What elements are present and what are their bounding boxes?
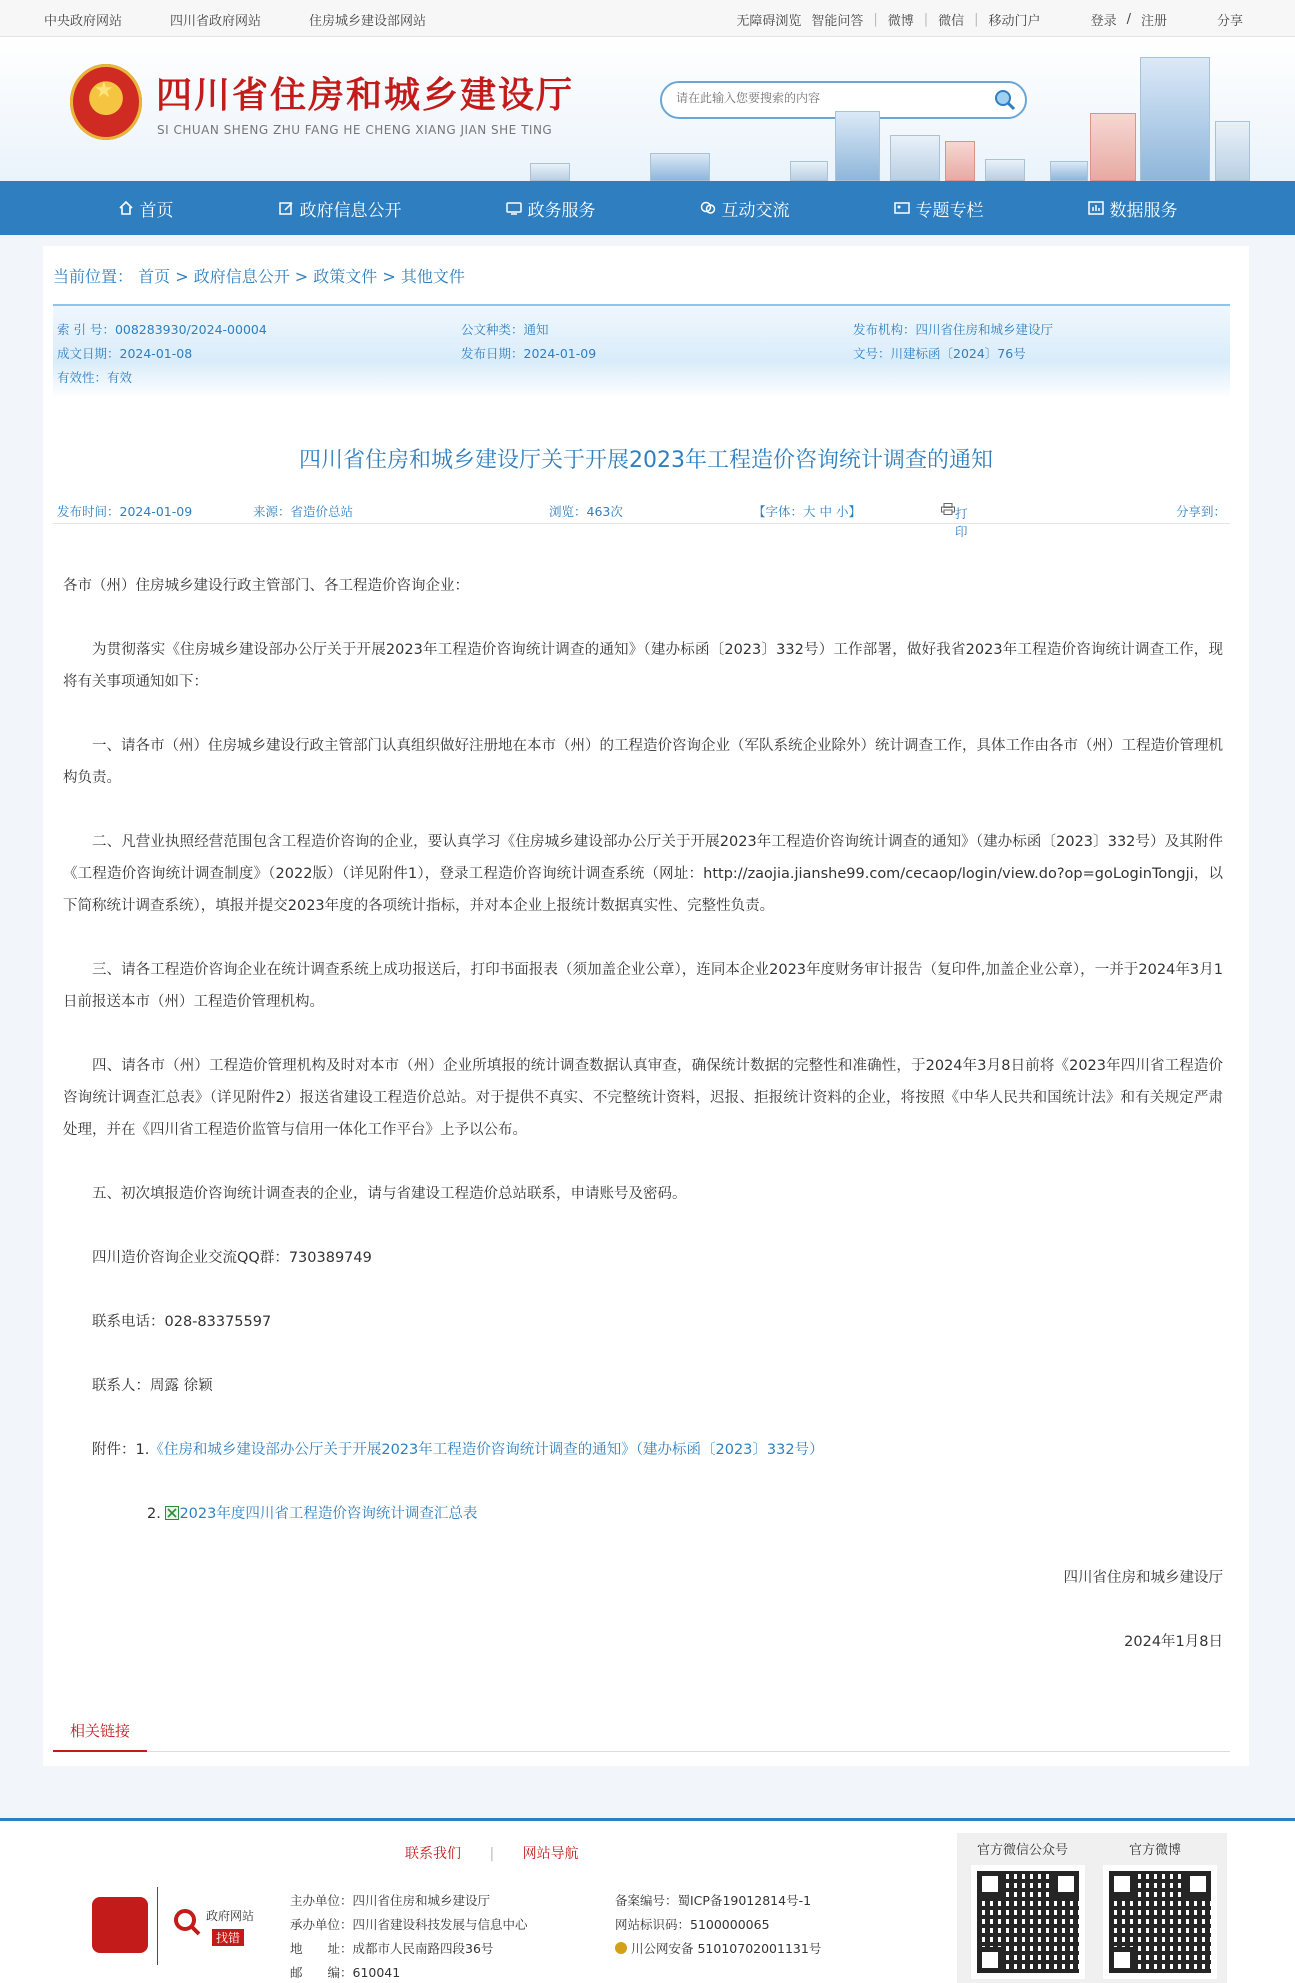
paragraph: 为贯彻落实《住房城乡建设部办公厅关于开展2023年工程造价咨询统计调查的通知》（建办标函〔2023〕332号）工作部署，做好我省2023年工程造价咨询统计调查工作，现将有关事项通知如下： [63,642,1223,690]
excel-file-icon [165,1506,179,1520]
site-footer [0,1818,1295,1983]
search-input[interactable] [676,91,986,105]
icp-number[interactable]: 备案编号：蜀ICP备19012814号-1 [615,1893,812,1908]
breadcrumb-sep: > [170,267,194,286]
gov-badge-sub: 找错 [212,1929,244,1946]
nav-gov-info[interactable] [278,196,402,221]
nav-label: 互动交流 [721,200,790,221]
article-info-bar [53,500,1230,539]
document-meta [53,304,1230,398]
article-source: 来源：省造价总站 [253,504,354,519]
nav-label: 数据服务 [1109,200,1178,221]
link-wechat[interactable]: 微信 [938,14,965,29]
share-link[interactable]: 分享 [1216,14,1243,29]
publish-time: 发布时间：2024-01-09 [57,504,193,519]
search-icon[interactable] [993,88,1017,112]
meta-validity: 有效性：有效 [57,370,133,385]
police-record-text: 川公网安备 51010702001131号 [631,1941,822,1956]
divider: | [873,12,878,27]
wechat-qr-code [971,1865,1085,1979]
national-emblem-icon: ★ [70,64,142,140]
qq-group: 四川造价咨询企业交流QQ群：730389749 [92,1250,372,1266]
party-emblem-icon [92,1897,148,1953]
slash: / [1126,12,1131,27]
meta-index-no: 索 引 号：008283930/2024-00004 [57,322,267,337]
qr-code-panel [957,1833,1227,1983]
breadcrumb-gov-info[interactable]: 政府信息公开 [193,267,290,286]
wechat-qr-label: 官方微信公众号 [977,1843,1069,1858]
site-code: 网站标识码：5100000065 [615,1917,770,1932]
meta-issuer: 发布机构：四川省住房和城乡建设厅 [853,322,1054,337]
home-icon [118,200,134,216]
nav-label: 专题专栏 [915,200,984,221]
image-icon [894,200,910,216]
salutation: 各市（州）住房城乡建设行政主管部门、各工程造价咨询企业： [63,578,469,594]
nav-home[interactable] [118,196,174,221]
link-accessibility[interactable]: 无障碍浏览 [736,14,802,29]
breadcrumb-sep: > [289,267,314,286]
attachment-2 [63,1498,1223,1530]
undertaker-unit: 承办单位：四川省建设科技发展与信息中心 [290,1917,528,1932]
contact-us-link[interactable]: 联系我们 [405,1846,461,1862]
print-label: 打印 [955,506,968,539]
related-links [53,1716,1230,1752]
police-badge-icon [615,1942,627,1954]
site-map-link[interactable]: 网站导航 [522,1846,579,1862]
site-title[interactable]: 四川省住房和城乡建设厅 [156,74,575,116]
sign-date: 2024年1月8日 [1124,1634,1223,1650]
tab-related-links[interactable]: 相关链接 [53,1716,147,1752]
print-button[interactable] [941,502,968,539]
footer-links [405,1843,603,1863]
paragraph: 一、请各市（州）住房城乡建设行政主管部门认真组织做好注册地在本市（州）的工程造价咨询企业（军队系统企业除外）统计调查工作，具体工作由各市（州）工程造价管理机构负责。 [63,738,1223,786]
nav-label: 首页 [139,200,174,221]
attachment-label: 附件：1. [92,1442,150,1458]
top-bar [0,0,1295,37]
site-header [0,37,1295,181]
content-panel [43,246,1249,1766]
site-pinyin: SI CHUAN SHENG ZHU FANG HE CHENG XIANG JIAN SHE TING [157,123,553,137]
contact-phone: 联系电话：028-83375597 [92,1314,272,1330]
link-weibo[interactable]: 微博 [887,14,914,29]
meta-category: 公文种类：通知 [461,322,549,337]
host-unit: 主办单位：四川省住房和城乡建设厅 [290,1893,491,1908]
meta-published: 发布日期：2024-01-09 [461,346,597,361]
link-smart-qa[interactable]: 智能问答 [811,14,864,29]
font-size-switcher[interactable]: 【字体：大 中 小】 [753,504,861,519]
paragraph: 二、凡营业执照经营范围包含工程造价咨询的企业，要认真学习《住房城乡建设部办公厅关于开展2023年工程造价咨询统计调查的通知》（建办标函〔2023〕332号）及其附件《工程造价咨询统计调查制度》（2022版）（详见附件1），登录工程造价咨询统计调查系统（网址：http://zaojia.jianshe99.com/cecaop/login/view.do?op=goLoginTongji，以下简称统计调查系统），填报并提交2023年度的各项统计指标，并对本企业上报统计数据真实性、完整性负责。 [63,834,1223,914]
monitor-icon [506,200,522,216]
signer: 四川省住房和城乡建设厅 [1063,1570,1223,1586]
edit-icon [278,200,294,216]
breadcrumb-policy[interactable]: 政策文件 [313,267,378,286]
weibo-qr-label: 官方微博 [1129,1843,1182,1858]
footer-info-left [290,1889,528,1983]
nav-interaction[interactable] [700,196,790,221]
article-title: 四川省住房和城乡建设厅关于开展2023年工程造价咨询统计调查的通知 [299,448,993,473]
link-mohurd[interactable]: 住房城乡建设部网站 [309,14,427,29]
weibo-qr-code [1103,1865,1217,1979]
paragraph: 四、请各市（州）工程造价管理机构及时对本市（州）企业所填报的统计调查数据认真审查，确保统计数据的完整性和准确性，于2024年3月8日前将《2023年四川省工程造价咨询统计调查汇总表》（详见附件2）报送省建设工程造价总站。对于提供不真实、不完整统计资料，迟报、拒报统计资料的企业，将按照《中华人民共和国统计法》和有关规定严肃处理，并在《四川省工程造价监管与信用一体化工作平台》上予以公布。 [63,1058,1223,1138]
divider: | [923,12,929,27]
paragraph: 三、请各工程造价咨询企业在统计调查系统上成功报送后，打印书面报表（须加盖企业公章），连同本企业2023年度财务审计报告（复印件,加盖企业公章），一并于2024年3月1日前报送本市（州）工程造价管理机构。 [63,962,1223,1010]
divider [157,1887,158,1965]
nav-special-topics[interactable] [894,196,984,221]
share-to[interactable]: 分享到： [1175,504,1226,519]
breadcrumb [53,264,465,287]
article-body [63,570,1223,1690]
postcode: 邮 编：610041 [290,1965,401,1980]
paragraph: 五、初次填报造价咨询统计调查表的企业，请与省建设工程造价总站联系，申请账号及密码。 [92,1186,687,1202]
chart-icon [1088,200,1104,216]
breadcrumb-home[interactable]: 首页 [138,267,171,286]
main-nav [0,181,1295,235]
login-link[interactable]: 登录 [1090,14,1117,29]
register-link[interactable]: 注册 [1140,14,1167,29]
breadcrumb-other-docs[interactable]: 其他文件 [400,267,465,286]
attachment-2-no: 2. [147,1506,161,1522]
nav-label: 政务服务 [527,200,596,221]
nav-gov-service[interactable] [506,196,596,221]
meta-doc-no: 文号：川建标函〔2024〕76号 [853,346,1026,361]
divider: | [489,1846,495,1862]
link-sichuan-gov[interactable]: 四川省政府网站 [170,14,262,29]
meta-created: 成文日期：2024-01-08 [57,346,193,361]
attachment-1 [63,1434,1223,1466]
breadcrumb-label: 当前位置： [53,267,134,286]
attachment-2-link[interactable]: 2023年度四川省工程造价咨询统计调查汇总表 [179,1506,478,1522]
link-central-gov[interactable]: 中央政府网站 [44,14,123,29]
gov-site-badge[interactable] [172,1903,262,1955]
footer-info-right [615,1889,821,1961]
attachment-1-link[interactable]: 《住房和城乡建设部办公厅关于开展2023年工程造价咨询统计调查的通知》（建办标函〔2023〕332号） [149,1442,824,1458]
contact-person: 联系人：周露 徐颖 [92,1378,213,1394]
gov-badge-title: 政府网站 [206,1909,255,1923]
printer-icon [941,503,955,515]
divider: | [974,12,979,27]
magnifier-icon [172,1907,202,1937]
link-mobile[interactable]: 移动门户 [988,14,1041,29]
view-count: 浏览：463次 [549,504,623,519]
police-record[interactable] [615,1937,821,1961]
address: 地 址：成都市人民南路四段36号 [290,1941,494,1956]
nav-label: 政府信息公开 [299,200,402,221]
nav-data-service[interactable] [1088,196,1178,221]
breadcrumb-sep: > [377,267,401,286]
chat-icon [700,200,716,216]
